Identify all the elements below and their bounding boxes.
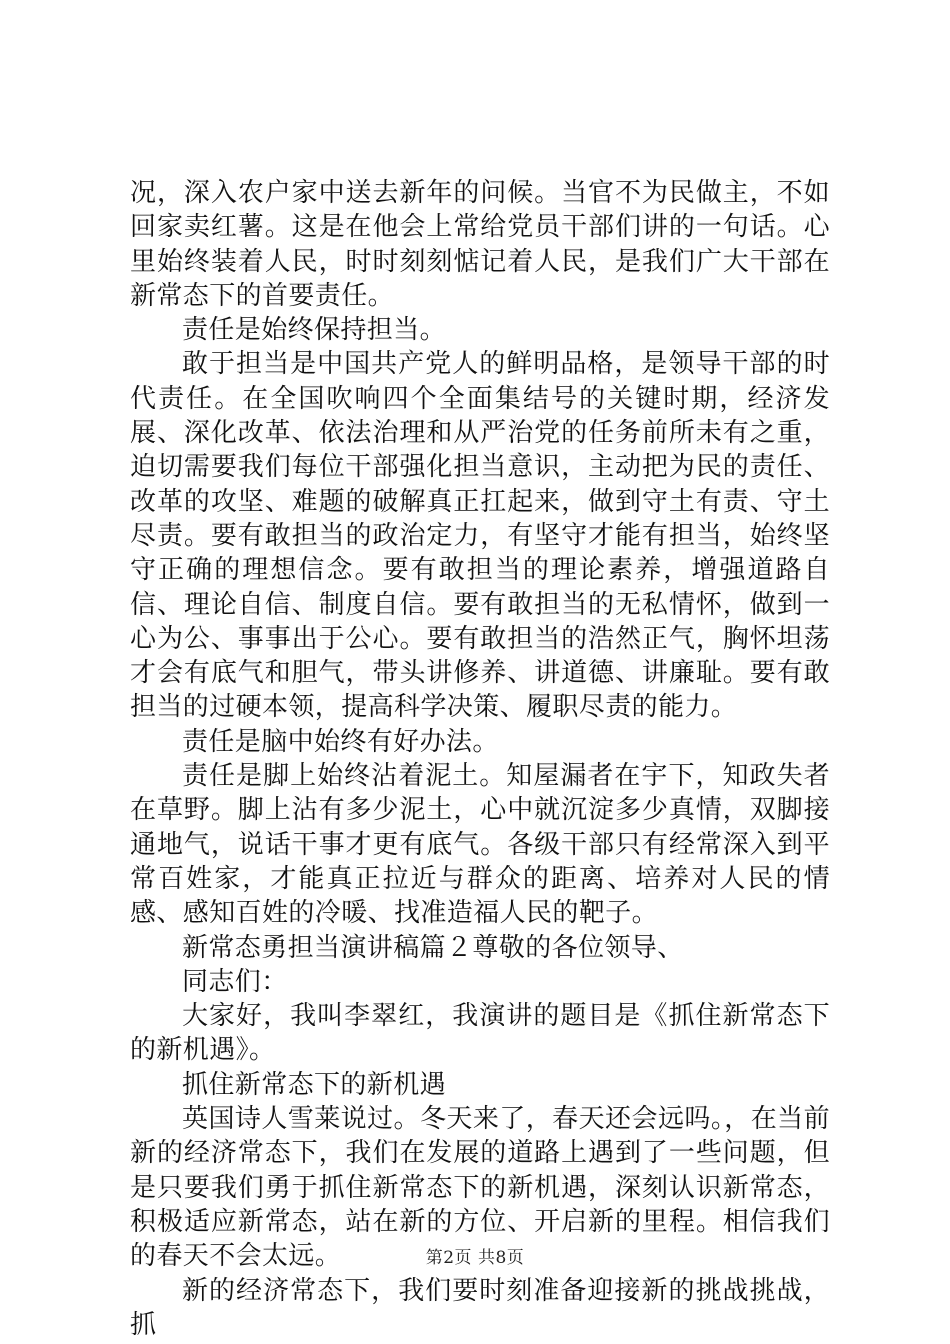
paragraph-6: 新常态勇担当演讲稿篇２尊敬的各位领导、 bbox=[182, 932, 684, 963]
page-number: 第2页 bbox=[425, 1248, 473, 1268]
paragraph-3: 敢于担当是中国共产党人的鲜明品格，是领导干部的时代责任。在全国吹响四个全面集结号的关键时期，经济发展、深化改革、依法治理和从严治党的任务前所未有之重，迫切需要我们每位干部强化担当意识，主动把为民的责任、改革的攻坚、难题的破解真正扛起来，做到守土有责、守土尽责。要有敢担当的政治定力，有坚守才能有担当，始终坚守正确的理想信念。要有敢担当的理论素养，增强道路自信、理论自信、制度自信。要有敢担当的无私情怀，做到一心为公、事事出于公心。要有敢担当的浩然正气，胸怀坦荡才会有底气和胆气，带头讲修养、讲道德、讲廉耻。要有敢担当的过硬本领，提高科学决策、履职尽责的能力。 bbox=[130, 349, 830, 723]
paragraph-1: 况，深入农户家中送去新年的问候。当官不为民做主，不如回家卖红薯。这是在他会上常给党员干部们讲的一句话。心里始终装着人民，时时刻刻惦记着人民，是我们广大干部在新常态下的首要责任。 bbox=[130, 178, 830, 311]
document-body bbox=[130, 176, 830, 1342]
paragraph-4: 责任是脑中始终有好办法。 bbox=[182, 726, 499, 757]
paragraph-8: 大家好，我叫李翠红，我演讲的题目是《抓住新常态下的新机遇》。 bbox=[130, 1001, 830, 1066]
page-footer bbox=[0, 1243, 950, 1268]
paragraph-7: 同志们： bbox=[182, 966, 288, 997]
page-total: 共8页 bbox=[477, 1248, 525, 1268]
paragraph-5: 责任是脚上始终沾着泥土。知屋漏者在宇下，知政失者在草野。脚上沾有多少泥土，心中就沉淀多少真情，双脚接通地气，说话干事才更有底气。各级干部只有经常深入到平常百姓家，才能真正拉近与群众的距离、培养对人民的情感、感知百姓的冷暖、找准造福人民的靶子。 bbox=[130, 761, 830, 929]
paragraph-11: 新的经济常态下，我们要时刻准备迎接新的挑战挑战，抓 bbox=[130, 1275, 830, 1340]
paragraph-10: 英国诗人雪莱说过。冬天来了，春天还会远吗。，在当前新的经济常态下，我们在发展的道路上遇到了一些问题，但是只要我们勇于抓住新常态下的新机遇，深刻认识新常态，积极适应新常态，站在新的方位、开启新的里程。相信我们的春天不会太远。 bbox=[130, 1104, 830, 1272]
paragraph-9: 抓住新常态下的新机遇 bbox=[182, 1069, 447, 1100]
paragraph-2: 责任是始终保持担当。 bbox=[182, 315, 447, 346]
